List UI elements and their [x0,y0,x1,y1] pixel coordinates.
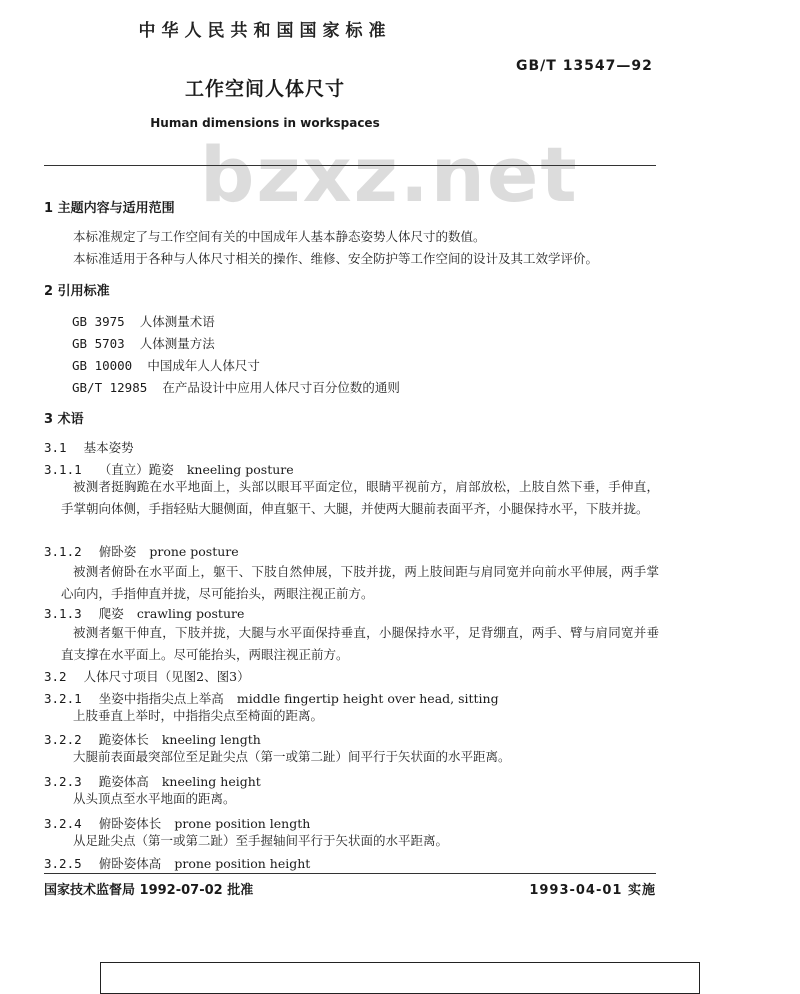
clause-title: （直立）跪姿 [98,462,174,477]
clause-number: 3.2.3 [44,774,82,789]
reference-item [72,311,215,330]
clause-title-english: kneeling length [161,732,261,747]
clause-3-1-3-description: 被测者躯干伸直，下肢并拢，大腿与水平面保持垂直，小腿保持水平，足背绷直，两手、臂与肩同宽并垂直支撑在水平面上。尽可能抬头，两眼注视正前方。 [61,625,659,662]
header-divider [44,165,656,166]
clause-number: 3.1 [44,440,67,455]
clause-number: 3.2.5 [44,856,82,871]
clause-3-1-2 [44,541,239,560]
clause-3-2-5 [44,853,310,872]
clause-title: 跪姿体高 [98,774,149,789]
clause-3-2 [44,666,250,685]
clause-3-2-3-description: 从头顶点至水平地面的距离。 [73,791,236,806]
reference-title: 人体测量术语 [139,314,215,329]
clause-3-1-3 [44,603,244,622]
clause-3-2-4-description: 从足趾尖点（第一或第二趾）至手握轴间平行于矢状面的水平距离。 [73,833,449,848]
section-1-heading: 1 主题内容与适用范围 [44,201,175,216]
watermark: bzxz.net [200,130,579,219]
section-3-heading: 3 术语 [44,412,84,427]
clause-title: 俯卧姿体长 [98,816,162,831]
clause-title: 俯卧姿体高 [98,856,162,871]
reference-item [72,355,260,374]
clause-title: 基本姿势 [83,440,134,455]
section-1-para-2: 本标准适用于各种与人体尺寸相关的操作、维修、安全防护等工作空间的设计及其工效学评价。 [73,251,599,266]
clause-title: 人体尺寸项目（见图2、图3） [83,669,250,684]
clause-number: 3.2 [44,669,67,684]
issuing-organization: 中华人民共和国国家标准 [138,21,392,41]
reference-code: GB/T 12985 [72,380,148,395]
section-2-heading: 2 引用标准 [44,284,110,299]
clause-3-1 [44,437,134,456]
clause-number: 3.1.2 [44,544,82,559]
footer-divider [44,873,656,874]
reference-item [72,377,400,396]
clause-title: 坐姿中指指尖点上举高 [98,691,224,706]
effective-date-line: 1993-04-01 实施 [529,883,656,898]
clause-title: 跪姿体长 [98,732,149,747]
clause-title-english: kneeling posture [186,462,294,477]
reference-title: 中国成年人人体尺寸 [147,358,260,373]
section-1-para-1: 本标准规定了与工作空间有关的中国成年人基本静态姿势人体尺寸的数值。 [73,229,486,244]
clause-3-1-2-description: 被测者俯卧在水平面上，躯干、下肢自然伸展，下肢并拢，两上肢间距与肩同宽并向前水平伸展，两手掌心向内，手指伸直并拢，尽可能抬头，两眼注视正前方。 [61,564,659,601]
clause-title: 爬姿 [98,606,124,621]
reference-title: 在产品设计中应用人体尺寸百分位数的通则 [162,380,400,395]
clause-3-2-2-description: 大腿前表面最突部位至足趾尖点（第一或第二趾）间平行于矢状面的水平距离。 [73,749,511,764]
reference-title: 人体测量方法 [139,336,215,351]
clause-title-english: prone position height [174,856,311,871]
clause-title-english: kneeling height [161,774,261,789]
document-title-english: Human dimensions in workspaces [150,116,380,130]
clause-number: 3.2.2 [44,732,82,747]
clause-number: 3.1.3 [44,606,82,621]
page-bottom-frame [100,962,700,994]
reference-code: GB 5703 [72,336,125,351]
reference-code: GB 3975 [72,314,125,329]
clause-title: 俯卧姿 [98,544,137,559]
clause-number: 3.2.4 [44,816,82,831]
clause-number: 3.1.1 [44,462,82,477]
approval-line: 国家技术监督局 1992-07-02 批准 [44,883,254,898]
clause-title-english: prone position length [174,816,311,831]
standard-code: GB/T 13547—92 [516,58,653,74]
clause-title-english: prone posture [149,544,239,559]
clause-3-1-1-description: 被测者挺胸跪在水平地面上，头部以眼耳平面定位，眼睛平视前方，肩部放松，上肢自然下垂，手伸直，手掌朝向体侧，手指轻贴大腿侧面，伸直躯干、大腿，并使两大腿前表面平齐，小腿保持水平，下肢并拢。 [61,479,659,516]
clause-3-2-1-description: 上肢垂直上举时，中指指尖点至椅面的距离。 [73,708,324,723]
document-title: 工作空间人体尺寸 [184,78,345,100]
reference-item [72,333,215,352]
clause-title-english: crawling posture [136,606,245,621]
clause-number: 3.2.1 [44,691,82,706]
reference-code: GB 10000 [72,358,133,373]
clause-title-english: middle fingertip height over head, sitting [236,691,499,706]
